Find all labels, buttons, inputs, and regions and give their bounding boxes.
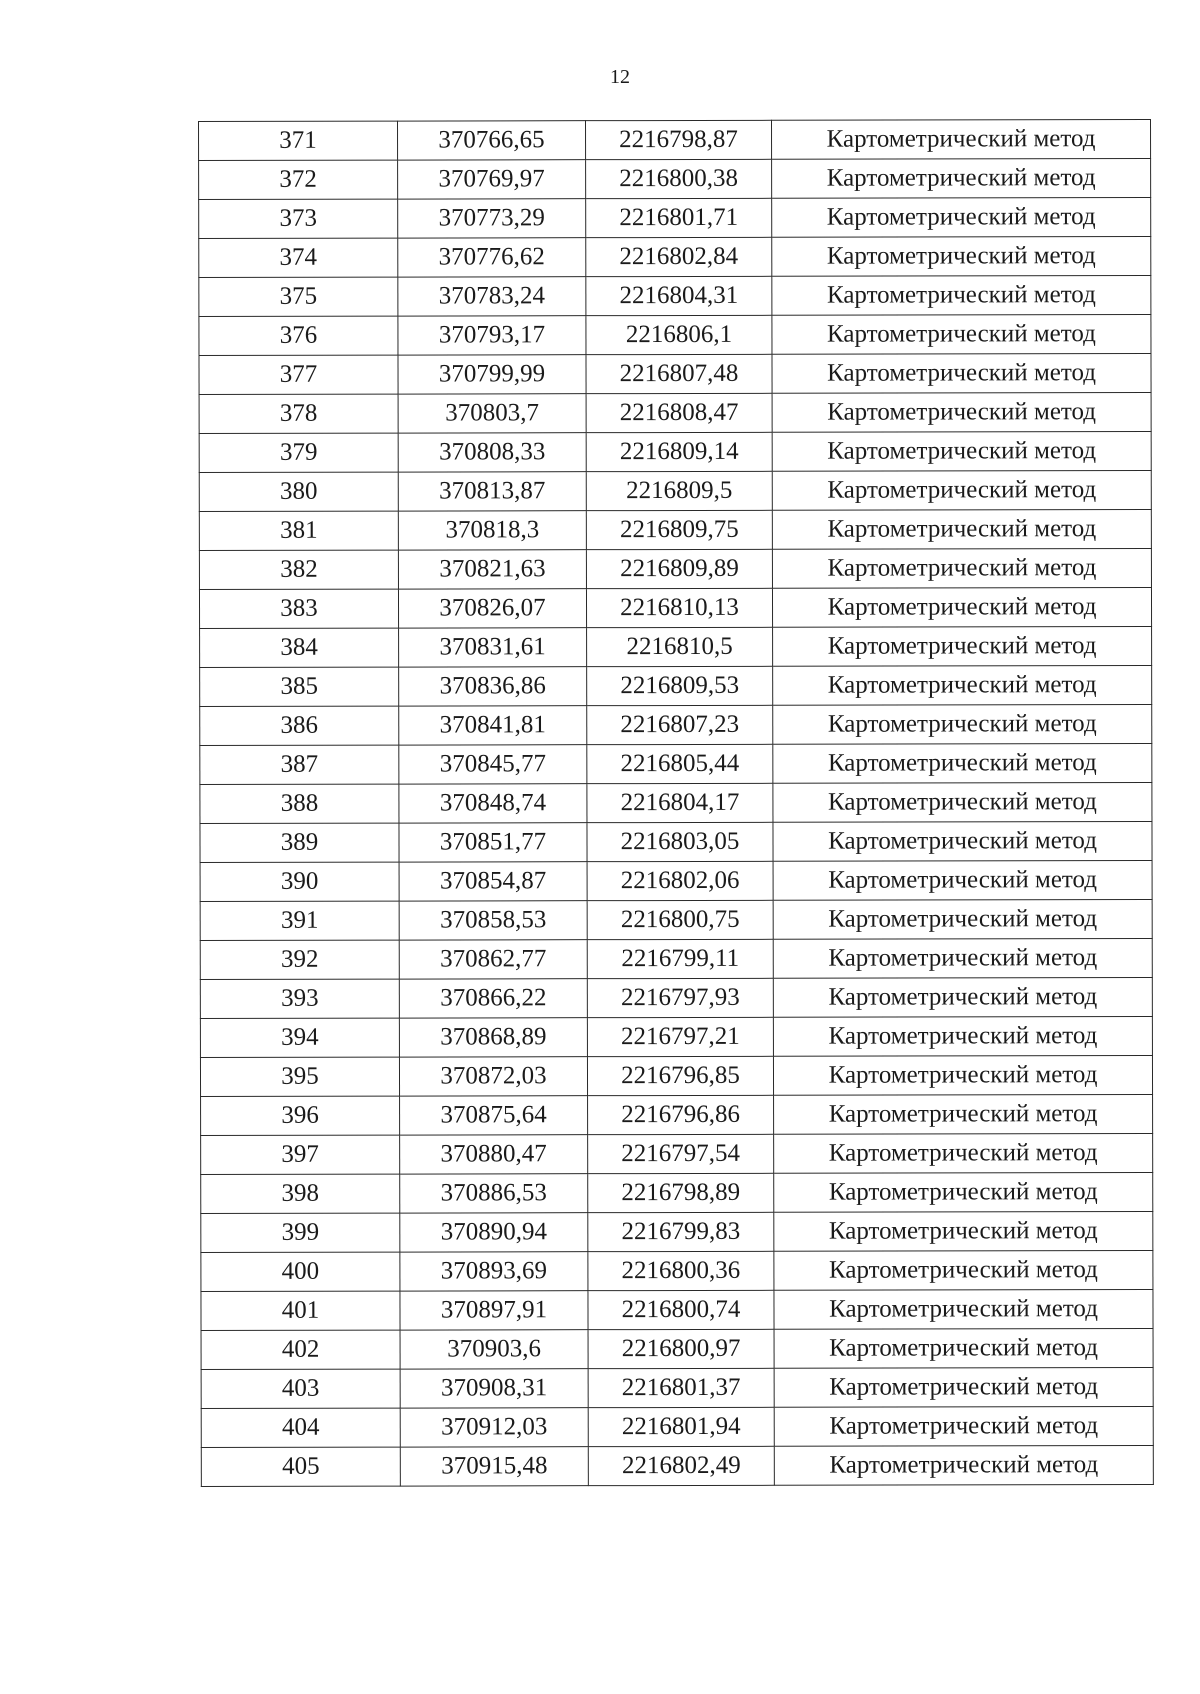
x-coordinate-cell: 370854,87	[399, 862, 587, 901]
coordinates-table	[198, 119, 1154, 1487]
point-number-cell: 403	[201, 1369, 400, 1408]
y-coordinate-cell: 2216800,36	[588, 1251, 774, 1290]
point-number-cell: 404	[201, 1408, 400, 1447]
table-row	[200, 627, 1152, 668]
point-number-cell: 384	[200, 628, 399, 667]
point-number-cell: 374	[199, 238, 398, 277]
method-cell: Картометрический метод	[773, 1056, 1152, 1096]
point-number-cell: 372	[199, 160, 398, 199]
method-cell: Картометрический метод	[772, 276, 1151, 316]
point-number-cell: 373	[199, 199, 398, 238]
y-coordinate-cell: 2216802,49	[588, 1446, 774, 1485]
y-coordinate-cell: 2216796,85	[587, 1056, 773, 1095]
table-row	[201, 1173, 1153, 1214]
point-number-cell: 400	[201, 1252, 400, 1291]
x-coordinate-cell: 370769,97	[398, 160, 586, 199]
method-cell: Картометрический метод	[772, 198, 1151, 238]
point-number-cell: 387	[200, 745, 399, 784]
y-coordinate-cell: 2216810,5	[587, 627, 773, 666]
table-row	[199, 510, 1151, 551]
table-row	[199, 354, 1151, 395]
point-number-cell: 389	[200, 823, 399, 862]
x-coordinate-cell: 370808,33	[398, 433, 586, 472]
x-coordinate-cell: 370880,47	[400, 1135, 588, 1174]
y-coordinate-cell: 2216800,74	[588, 1290, 774, 1329]
y-coordinate-cell: 2216809,5	[586, 471, 772, 510]
method-cell: Картометрический метод	[774, 1446, 1153, 1486]
y-coordinate-cell: 2216804,17	[587, 783, 773, 822]
y-coordinate-cell: 2216809,89	[586, 549, 772, 588]
table-row	[200, 861, 1152, 902]
y-coordinate-cell: 2216799,83	[588, 1212, 774, 1251]
table-row	[199, 159, 1151, 200]
y-coordinate-cell: 2216798,87	[586, 120, 772, 159]
point-number-cell: 371	[199, 121, 398, 160]
table-row	[200, 978, 1152, 1019]
point-number-cell: 388	[200, 784, 399, 823]
point-number-cell: 398	[201, 1174, 400, 1213]
point-number-cell: 397	[201, 1135, 400, 1174]
x-coordinate-cell: 370766,65	[398, 121, 586, 160]
point-number-cell: 378	[199, 394, 398, 433]
table-row	[199, 276, 1151, 317]
x-coordinate-cell: 370803,7	[398, 394, 586, 433]
point-number-cell: 379	[199, 433, 398, 472]
method-cell: Картометрический метод	[772, 588, 1151, 628]
method-cell: Картометрический метод	[773, 783, 1152, 823]
x-coordinate-cell: 370826,07	[398, 589, 586, 628]
method-cell: Картометрический метод	[773, 627, 1152, 667]
y-coordinate-cell: 2216809,53	[587, 666, 773, 705]
x-coordinate-cell: 370821,63	[398, 550, 586, 589]
y-coordinate-cell: 2216800,75	[587, 900, 773, 939]
y-coordinate-cell: 2216797,21	[587, 1017, 773, 1056]
x-coordinate-cell: 370893,69	[400, 1252, 588, 1291]
method-cell: Картометрический метод	[772, 237, 1151, 277]
point-number-cell: 375	[199, 277, 398, 316]
x-coordinate-cell: 370872,03	[399, 1057, 587, 1096]
method-cell: Картометрический метод	[774, 1173, 1153, 1213]
point-number-cell: 399	[201, 1213, 400, 1252]
y-coordinate-cell: 2216801,37	[588, 1368, 774, 1407]
point-number-cell: 392	[200, 940, 399, 979]
coordinates-table-body	[199, 120, 1154, 1487]
method-cell: Картометрический метод	[773, 822, 1152, 862]
y-coordinate-cell: 2216809,14	[586, 432, 772, 471]
x-coordinate-cell: 370851,77	[399, 823, 587, 862]
x-coordinate-cell: 370875,64	[400, 1096, 588, 1135]
x-coordinate-cell: 370868,89	[399, 1018, 587, 1057]
method-cell: Картометрический метод	[773, 861, 1152, 901]
y-coordinate-cell: 2216799,11	[587, 939, 773, 978]
method-cell: Картометрический метод	[773, 939, 1152, 979]
point-number-cell: 385	[200, 667, 399, 706]
point-number-cell: 401	[201, 1291, 400, 1330]
point-number-cell: 393	[200, 979, 399, 1018]
point-number-cell: 380	[199, 472, 398, 511]
point-number-cell: 383	[199, 589, 398, 628]
table-row	[200, 1056, 1152, 1097]
point-number-cell: 381	[199, 511, 398, 550]
table-row	[200, 666, 1152, 707]
x-coordinate-cell: 370783,24	[398, 277, 586, 316]
method-cell: Картометрический метод	[773, 705, 1152, 745]
x-coordinate-cell: 370841,81	[399, 706, 587, 745]
method-cell: Картометрический метод	[774, 1212, 1153, 1252]
method-cell: Картометрический метод	[772, 393, 1151, 433]
table-row	[199, 315, 1151, 356]
y-coordinate-cell: 2216800,97	[588, 1329, 774, 1368]
method-cell: Картометрический метод	[772, 549, 1151, 589]
y-coordinate-cell: 2216806,1	[586, 315, 772, 354]
x-coordinate-cell: 370799,99	[398, 355, 586, 394]
table-row	[199, 237, 1151, 278]
method-cell: Картометрический метод	[774, 1290, 1153, 1330]
point-number-cell: 405	[201, 1447, 400, 1486]
table-row	[200, 822, 1152, 863]
x-coordinate-cell: 370908,31	[400, 1369, 588, 1408]
method-cell: Картометрический метод	[772, 471, 1151, 511]
x-coordinate-cell: 370890,94	[400, 1213, 588, 1252]
y-coordinate-cell: 2216804,31	[586, 276, 772, 315]
table-row	[200, 939, 1152, 980]
y-coordinate-cell: 2216807,23	[587, 705, 773, 744]
point-number-cell: 395	[200, 1057, 399, 1096]
table-row	[201, 1329, 1153, 1370]
point-number-cell: 402	[201, 1330, 400, 1369]
table-row	[201, 1134, 1153, 1175]
table-row	[199, 393, 1151, 434]
method-cell: Картометрический метод	[774, 1407, 1153, 1447]
table-row	[200, 783, 1152, 824]
method-cell: Картометрический метод	[771, 120, 1150, 160]
method-cell: Картометрический метод	[772, 315, 1151, 355]
method-cell: Картометрический метод	[774, 1368, 1153, 1408]
y-coordinate-cell: 2216801,94	[588, 1407, 774, 1446]
x-coordinate-cell: 370897,91	[400, 1291, 588, 1330]
point-number-cell: 390	[200, 862, 399, 901]
x-coordinate-cell: 370793,17	[398, 316, 586, 355]
table-row	[201, 1368, 1153, 1409]
y-coordinate-cell: 2216796,86	[588, 1095, 774, 1134]
y-coordinate-cell: 2216797,54	[588, 1134, 774, 1173]
y-coordinate-cell: 2216809,75	[586, 510, 772, 549]
y-coordinate-cell: 2216797,93	[587, 978, 773, 1017]
point-number-cell: 376	[199, 316, 398, 355]
x-coordinate-cell: 370903,6	[400, 1330, 588, 1369]
table-row	[199, 432, 1151, 473]
method-cell: Картометрический метод	[772, 354, 1151, 394]
method-cell: Картометрический метод	[773, 900, 1152, 940]
x-coordinate-cell: 370836,86	[399, 667, 587, 706]
x-coordinate-cell: 370858,53	[399, 901, 587, 940]
table-row	[199, 120, 1151, 161]
method-cell: Картометрический метод	[774, 1134, 1153, 1174]
table-row	[199, 471, 1151, 512]
x-coordinate-cell: 370866,22	[399, 979, 587, 1018]
x-coordinate-cell: 370776,62	[398, 238, 586, 277]
table-row	[200, 705, 1152, 746]
method-cell: Картометрический метод	[774, 1329, 1153, 1369]
x-coordinate-cell: 370862,77	[399, 940, 587, 979]
page-number: 12	[610, 66, 630, 88]
y-coordinate-cell: 2216801,71	[586, 198, 772, 237]
table-row	[201, 1407, 1153, 1448]
x-coordinate-cell: 370845,77	[399, 745, 587, 784]
method-cell: Картометрический метод	[772, 159, 1151, 199]
table-row	[201, 1212, 1153, 1253]
table-row	[200, 1017, 1152, 1058]
y-coordinate-cell: 2216802,06	[587, 861, 773, 900]
method-cell: Картометрический метод	[774, 1251, 1153, 1291]
table-row	[199, 198, 1151, 239]
x-coordinate-cell: 370818,3	[398, 511, 586, 550]
table-row	[199, 549, 1151, 590]
method-cell: Картометрический метод	[772, 432, 1151, 472]
table-row	[201, 1290, 1153, 1331]
table-row	[201, 1095, 1153, 1136]
point-number-cell: 396	[201, 1096, 400, 1135]
y-coordinate-cell: 2216803,05	[587, 822, 773, 861]
method-cell: Картометрический метод	[773, 1017, 1152, 1057]
table-row	[201, 1251, 1153, 1292]
method-cell: Картометрический метод	[774, 1095, 1153, 1135]
y-coordinate-cell: 2216798,89	[588, 1173, 774, 1212]
x-coordinate-cell: 370886,53	[400, 1174, 588, 1213]
y-coordinate-cell: 2216805,44	[587, 744, 773, 783]
x-coordinate-cell: 370848,74	[399, 784, 587, 823]
method-cell: Картометрический метод	[772, 510, 1151, 550]
point-number-cell: 386	[200, 706, 399, 745]
table-row	[200, 900, 1152, 941]
point-number-cell: 382	[199, 550, 398, 589]
x-coordinate-cell: 370831,61	[399, 628, 587, 667]
y-coordinate-cell: 2216802,84	[586, 237, 772, 276]
method-cell: Картометрический метод	[773, 978, 1152, 1018]
x-coordinate-cell: 370773,29	[398, 199, 586, 238]
x-coordinate-cell: 370912,03	[400, 1408, 588, 1447]
table-row	[199, 588, 1151, 629]
y-coordinate-cell: 2216810,13	[586, 588, 772, 627]
method-cell: Картометрический метод	[773, 744, 1152, 784]
method-cell: Картометрический метод	[773, 666, 1152, 706]
table-row	[200, 744, 1152, 785]
point-number-cell: 394	[200, 1018, 399, 1057]
point-number-cell: 377	[199, 355, 398, 394]
x-coordinate-cell: 370915,48	[400, 1447, 588, 1486]
y-coordinate-cell: 2216807,48	[586, 354, 772, 393]
point-number-cell: 391	[200, 901, 399, 940]
y-coordinate-cell: 2216800,38	[586, 159, 772, 198]
y-coordinate-cell: 2216808,47	[586, 393, 772, 432]
table-row	[201, 1446, 1153, 1487]
x-coordinate-cell: 370813,87	[398, 472, 586, 511]
